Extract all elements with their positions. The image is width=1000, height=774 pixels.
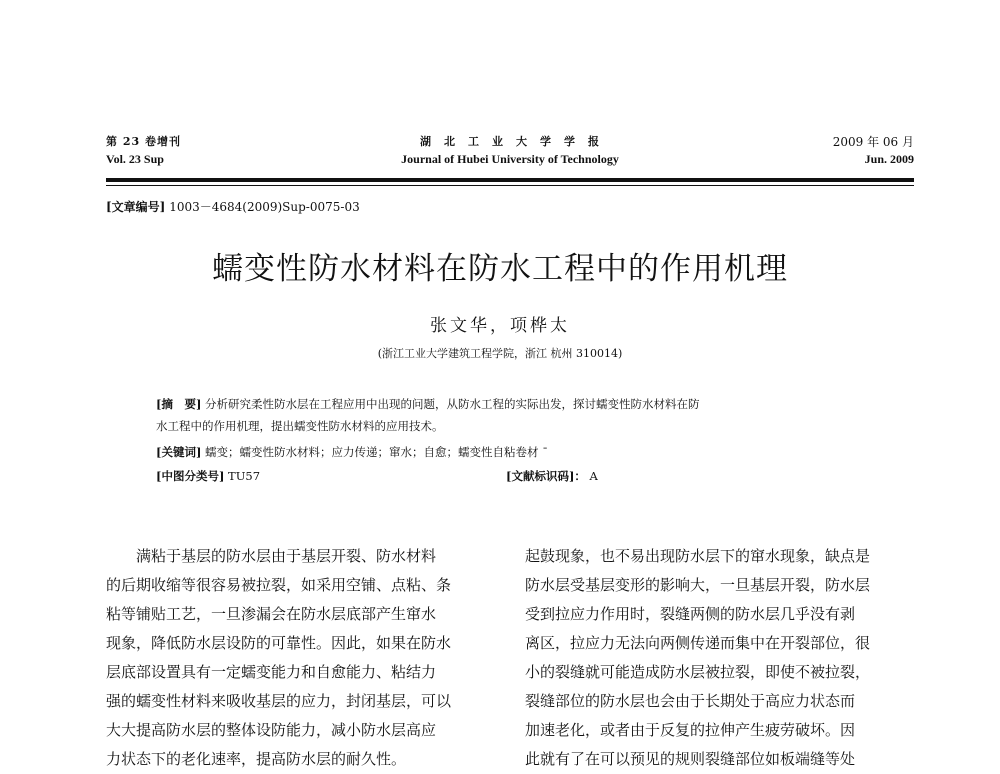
affiliation: (浙江工业大学建筑工程学院，浙江 杭州 310014) — [377, 347, 623, 360]
date-en: Jun. 2009 — [864, 152, 914, 166]
article-number — [106, 198, 360, 215]
doc-code-value: A — [589, 469, 598, 483]
abstract-label: [摘 要] — [156, 397, 202, 411]
keywords — [156, 444, 548, 460]
header-rule-thin — [106, 185, 914, 186]
body-line: 受到拉应力作用时，裂缝两侧的防水层几乎没有剥 — [525, 605, 856, 623]
body-line: 起鼓现象，也不易出现防水层下的窜水现象，缺点是 — [525, 547, 871, 565]
body-line: 现象，降低防水层设防的可靠性。因此，如果在防水 — [106, 634, 452, 652]
paper-title: 蠕变性防水材料在防水工程中的作用机理 — [212, 251, 788, 287]
keywords-value: 蠕变；蠕变性防水材料；应力传递；窜水；自愈；蠕变性自粘卷材 ˉ — [205, 445, 548, 459]
authors: 张文华，项桦太 — [430, 316, 570, 336]
body-line: 裂缝部位的防水层也会由于长期处于高应力状态而 — [525, 692, 856, 710]
body-line: 的后期收缩等很容易被拉裂，如采用空铺、点粘、条 — [106, 576, 452, 594]
body-line: 此就有了在可以预见的规则裂缝部位如板端缝等处 — [525, 750, 856, 768]
classification-value: TU57 — [228, 469, 261, 483]
body-line: 强的蠕变性材料来吸收基层的应力，封闭基层，可以 — [106, 692, 452, 710]
abstract-line-1 — [156, 396, 700, 412]
journal-title-cn: 湖 北 工 业 大 学 学 报 — [420, 135, 600, 148]
body-left-column — [106, 542, 496, 774]
keywords-label: [关键词] — [156, 445, 202, 459]
abstract-text-1: 分析研究柔性防水层在工程应用中出现的问题，从防水工程的实际出发，探讨蠕变性防水材料在防 — [205, 397, 700, 411]
volume-cn: 第 23 卷增刊 — [106, 135, 181, 148]
body-line: 加速老化，或者由于反复的拉伸产生疲劳破坏。因 — [525, 721, 856, 739]
doc-code-label: [文献标识码]： — [506, 469, 586, 483]
body-line: 层底部设置具有一定蠕变能力和自愈能力、粘结力 — [106, 663, 437, 681]
body-line: 防水层受基层变形的影响大，一旦基层开裂，防水层 — [525, 576, 871, 594]
journal-title-en: Journal of Hubei University of Technology — [401, 152, 619, 166]
body-line: 离区，拉应力无法向两侧传递而集中在开裂部位，很 — [525, 634, 871, 652]
body-line: 力状态下的老化速率，提高防水层的耐久性。 — [106, 750, 407, 768]
classification-label: [中图分类号] — [156, 469, 225, 483]
body-line: 粘等铺贴工艺，一旦渗漏会在防水层底部产生窜水 — [106, 605, 437, 623]
article-number-label: [文章编号] — [106, 200, 166, 214]
abstract-line-2: 水工程中的作用机理，提出蠕变性防水材料的应用技术。 — [156, 419, 444, 433]
article-number-value: 1003－4684(2009)Sup-0075-03 — [169, 200, 360, 214]
header-rule-thick — [106, 178, 914, 182]
volume-en: Vol. 23 Sup — [106, 152, 164, 166]
body-line: 小的裂缝就可能造成防水层被拉裂，即使不被拉裂， — [525, 663, 871, 681]
body-line: 大大提高防水层的整体设防能力，减小防水层高应 — [106, 721, 437, 739]
classification — [156, 468, 260, 484]
body-line: 满粘于基层的防水层由于基层开裂、防水材料 — [106, 547, 437, 565]
body-right-column — [525, 542, 920, 774]
date-cn: 2009 年 06 月 — [832, 135, 914, 149]
doc-code — [506, 468, 598, 484]
